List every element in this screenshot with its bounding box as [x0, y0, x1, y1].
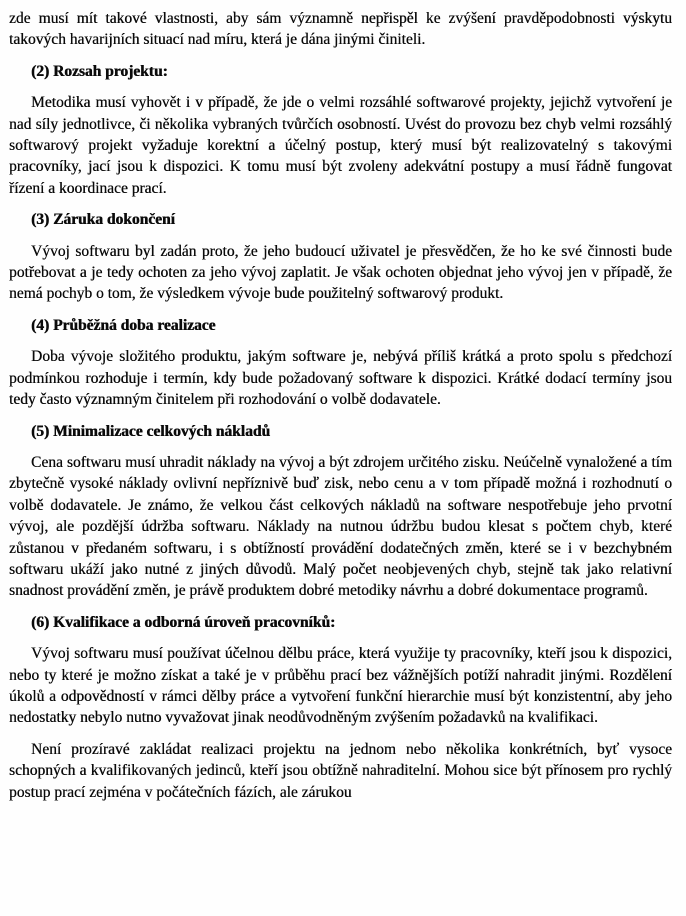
paragraph: Vývoj softwaru byl zadán proto, že jeho budoucí uživatel je přesvědčen, že ho ke své činnosti bude potřebovat a je tedy ochoten za jeho vývoj zaplatit. Je však ochoten objednat jeho vývoj jen v případě, že nemá pochyb o tom, že výsledkem vývoje bude použitelný softwarový produkt.: [9, 242, 672, 303]
paragraph: Cena softwaru musí uhradit náklady na vývoj a být zdrojem určitého zisku. Neúčelně vynaložené a tím zbytečně vysoké náklady ovlivní nepříznivě buď zisk, nebo cenu a v tom případě možná i rozhodnutí o volbě dodavatele. Je známo, že velkou část celkových nákladů na software nespotřebuje jeho prvotní vývoj, ale pozdější údržba softwaru. Náklady na nutnou údržbu budou klesat s počtem chyb, které zůstanou v předaném softwaru, i s obtížností provádění dodatečných změn, které se i v bezchybném softwaru ukáží jako nutné z jiných důvodů. Malý počet neobjevených chyb, stejně tak jako relativní snadnost provádění změn, je právě produktem dobré metodiky návrhu a dobré dokumentace programů.: [9, 453, 672, 600]
section-heading-2: (2) Rozsah projektu:: [31, 62, 168, 80]
paragraph: Doba vývoje složitého produktu, jakým software je, nebývá příliš krátká a proto spolu s předchozí podmínkou rozhoduje i termín, kdy bude požadovaný software k dispozici. Krátké dodací termíny jsou tedy často významným činitelem při rozhodování o volbě dodavatele.: [9, 348, 672, 409]
paragraph-continuation: zde musí mít takové vlastnosti, aby sám významně nepřispěl ke zvýšení pravděpodobnosti výskytu takových havarijních situací nad míru, která je dána jinými činiteli.: [9, 10, 672, 49]
section-heading-4: (4) Průběžná doba realizace: [31, 316, 216, 334]
paragraph: Metodika musí vyhovět i v případě, že jde o velmi rozsáhlé softwarové projekty, jejichž vytvoření je nad síly jednotlivce, či několika vybraných tvůrčích osobností. Uvést do provozu bez chyb velmi rozsáhlý softwarový projekt vyžaduje korektní a účelný postup, který musí být realizovatelný s takovými pracovníky, jací jsou k dispozici. K tomu musí být zvoleny adekvátní postupy a musí řádně fungovat řízení a koordinace prací.: [9, 94, 672, 197]
section-heading-6: (6) Kvalifikace a odborná úroveň pracovníků:: [31, 613, 336, 631]
section-heading-5: (5) Minimalizace celkových nákladů: [31, 422, 270, 440]
paragraph: Není prozíravé zakládat realizaci projektu na jednom nebo několika konkrétních, byť vysoce schopných a kvalifikovaných jedinců, kteří jsou obtížně nahraditelní. Mohou sice být přínosem pro rychlý postup prací zejména v počátečních fázích, ale zárukou: [9, 740, 672, 801]
section-heading-3: (3) Záruka dokončení: [31, 211, 175, 229]
paragraph: Vývoj softwaru musí používat účelnou dělbu práce, která využije ty pracovníky, kteří jsou k dispozici, nebo ty které je možno získat a také je v průběhu prací bez vážnějších potíží nahradit jinými. Rozdělení úkolů a odpovědností v rámci dělby práce a vytvoření funkční hierarchie musí být konzistentní, aby jeho nedostatky nebylo nutno vyvažovat jinak neodůvodněným zvýšením požadavků na kvalifikaci.: [9, 645, 672, 727]
